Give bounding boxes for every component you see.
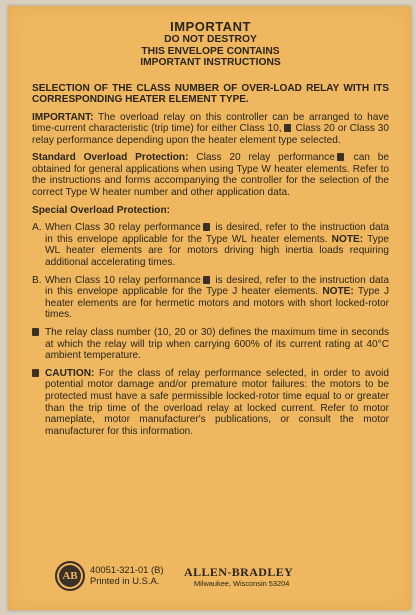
- caution-body: For the class of relay performance selected, in order to avoid potential motor damage and/or premature motor failures: the motors to be protected must have a safe permissible locked-rotor time equal to or greater than the trip time of the overload relay at locked current. Refer to motor nameplate, motor manufacturer's publications, or consult the motor manufacturer for this information.: [45, 367, 389, 437]
- caution-text: [45, 368, 389, 438]
- part-number: 40051-321-01 (B): [90, 564, 164, 575]
- ab-logo: AB: [55, 561, 85, 591]
- item-b-note-label: NOTE:: [322, 286, 354, 298]
- item-marker-b: B.: [32, 274, 42, 286]
- brand-city: Milwaukee, Wisconsin 53204: [194, 579, 290, 588]
- special-item-a: [32, 222, 389, 268]
- marker-box-icon: [203, 223, 210, 231]
- instruction-card: [8, 6, 411, 610]
- caution-label: CAUTION:: [45, 367, 95, 379]
- header: [32, 20, 389, 69]
- marker-box-icon: [284, 124, 291, 132]
- standard-text-a: Class 20 relay performance: [188, 152, 335, 164]
- marker-box-icon: [203, 276, 210, 284]
- section-heading: SELECTION OF THE CLASS NUMBER OF OVER-LOAD RELAY WITH ITS CORRESPONDING HEATER ELEMENT TYPE.: [32, 82, 389, 105]
- important-paragraph: [32, 112, 389, 147]
- standard-text-b: can be obtained for general applications when using Type W heater elements. Refer to the instructions and forms accompanying the controller for the selection of the correct Type W heater number and other application data.: [32, 152, 389, 199]
- marker-box-icon: [32, 369, 39, 377]
- header-line-1: DO NOT DESTROY: [164, 34, 257, 45]
- standard-paragraph: [32, 152, 389, 198]
- important-text-a: The overload relay on this controller can be arranged to have time-current characteristic (trip time) for either Class 10,: [32, 111, 389, 135]
- relay-class-item: [32, 327, 389, 362]
- item-a-note-text: Type WL heater elements are for motors driving high inertia loads requiring additional accelerating times.: [45, 233, 389, 269]
- footer: [56, 561, 396, 599]
- relay-class-marker: [32, 327, 45, 362]
- relay-class-text: The relay class number (10, 20 or 30) defines the maximum time in seconds at which the relay will trip when carrying 600% of its current rating at 40°C ambient temperature.: [45, 327, 389, 362]
- item-a-note-label: NOTE:: [331, 233, 364, 245]
- important-text-b: Class 20 or Class 30 relay performance depending upon the heater element type selected.: [32, 123, 389, 146]
- special-label: Special Overload Protection:: [32, 204, 170, 216]
- printed-in: Printed in U.S.A.: [90, 575, 160, 586]
- part-number-block: [90, 564, 164, 586]
- item-b-text-a: When Class 10 relay performance: [45, 274, 201, 286]
- caution-item: [32, 368, 389, 438]
- marker-box-icon: [337, 153, 344, 161]
- item-a-text-a: When Class 30 relay performance: [45, 222, 201, 234]
- item-marker-a: A.: [32, 222, 42, 234]
- important-label: IMPORTANT:: [32, 111, 94, 123]
- item-text-a: [45, 222, 389, 268]
- item-a-text-b: is desired, refer to the instruction data in this envelope applicable for the Type WL heater elements.: [45, 222, 389, 245]
- caution-marker: [32, 368, 45, 438]
- standard-label: Standard Overload Protection:: [32, 152, 189, 164]
- brand-name: ALLEN-BRADLEY: [184, 565, 294, 579]
- marker-box-icon: [32, 328, 39, 336]
- header-line-3: IMPORTANT INSTRUCTIONS: [140, 57, 281, 68]
- item-b-text-b: is desired, refer to the instruction data in this envelope applicable for the Type J heater elements.: [45, 274, 389, 298]
- header-title: IMPORTANT: [170, 19, 251, 34]
- item-text-b: [45, 275, 389, 321]
- special-item-b: [32, 275, 389, 321]
- header-line-2: THIS ENVELOPE CONTAINS: [141, 45, 280, 57]
- item-b-note-text: Type J heater elements are for hermetic motors and motors with short locked-rotor times.: [45, 286, 389, 321]
